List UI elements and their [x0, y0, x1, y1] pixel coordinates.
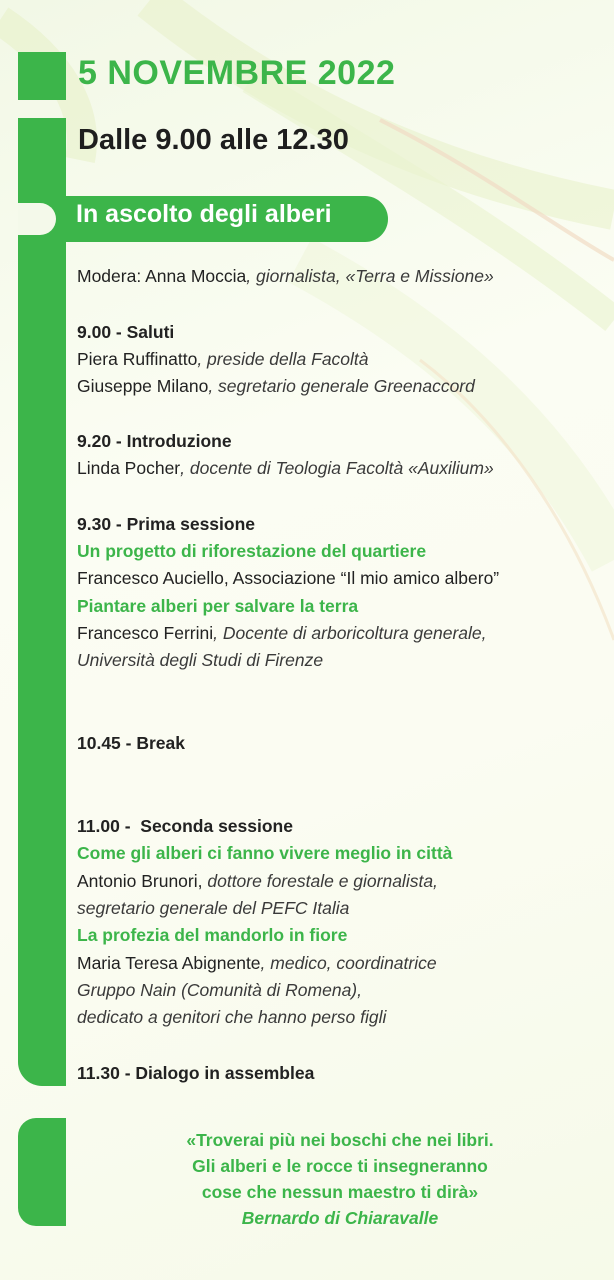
talk-title: Un progetto di riforestazione del quartiere [77, 541, 427, 561]
speaker-role-line: Gruppo Nain (Comunità di Romena), [77, 980, 362, 1000]
speaker-role-line: segretario generale del PEFC Italia [77, 898, 350, 918]
speaker-line: Giuseppe Milano, segretario generale Greenaccord [77, 376, 475, 396]
speaker-line: Francesco Auciello, Associazione “Il mio amico albero” [77, 568, 500, 588]
break-heading: 10.45 - Break [77, 733, 185, 753]
speaker-line: Linda Pocher, docente di Teologia Facoltà «Auxilium» [77, 458, 494, 478]
speaker-line: Antonio Brunori, dottore forestale e giornalista, [77, 871, 438, 891]
talk-title: La profezia del mandorlo in fiore [77, 925, 348, 945]
speaker-role-line: Università degli Studi di Firenze [77, 650, 324, 670]
session2-heading: 11.00 - Seconda sessione [77, 816, 293, 836]
section-title: In ascolto degli alberi [76, 200, 332, 228]
speaker-line: Maria Teresa Abignente, medico, coordinatrice [77, 953, 437, 973]
talk-title: Come gli alberi ci fanno vivere meglio in città [77, 843, 453, 863]
quote-bar [18, 1118, 66, 1226]
event-time: Dalle 9.00 alle 12.30 [78, 124, 349, 156]
intro-heading: 9.20 - Introduzione [77, 431, 232, 451]
event-date: 5 NOVEMBRE 2022 [78, 54, 396, 92]
timeline-bar [18, 118, 66, 1086]
speaker-role-line: dedicato a genitori che hanno perso figli [77, 1007, 387, 1027]
dialogue-heading: 11.30 - Dialogo in assemblea [77, 1063, 315, 1083]
moderator-line: Modera: Anna Moccia, giornalista, «Terra e Missione» [77, 266, 494, 286]
talk-title: Piantare alberi per salvare la terra [77, 596, 359, 616]
closing-quote: «Troverai più nei boschi che nei libri. Gli alberi e le rocce ti insegneranno cose che nessun maestro ti dirà» Bernardo di Chiaravalle [66, 1127, 614, 1231]
session1-heading: 9.30 - Prima sessione [77, 514, 256, 534]
speaker-line: Piera Ruffinatto, preside della Facoltà [77, 349, 369, 369]
speaker-line: Francesco Ferrini, Docente di arboricoltura generale, [77, 623, 487, 643]
accent-square [18, 52, 66, 100]
quote-author: Bernardo di Chiaravalle [241, 1208, 439, 1228]
timeline-notch [18, 197, 66, 241]
saluti-heading: 9.00 - Saluti [77, 322, 175, 342]
